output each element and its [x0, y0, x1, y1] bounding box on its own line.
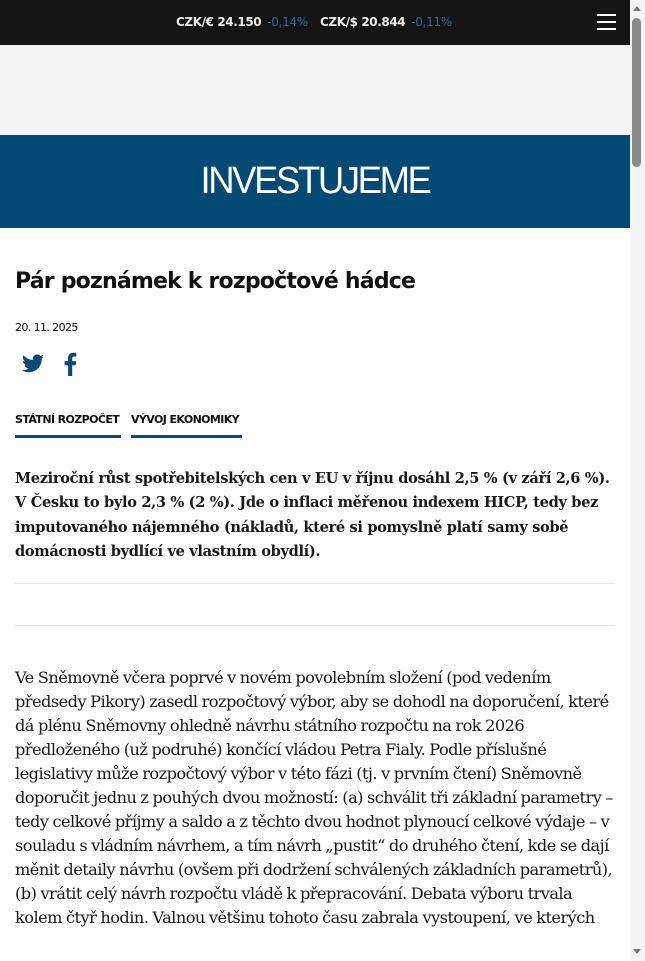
ticker-czk-eur: [176, 15, 308, 29]
site-logo[interactable]: INVESTUJEME: [200, 160, 430, 202]
ad-placeholder: [0, 45, 630, 135]
article-body-paragraph: Ve Sněmovně včera poprvé v novém povolebním složení (pod vedením předsedy Pikory) zasedl rozpočtový výbor, aby se dohodl na doporučení, které dá plénu Sněmovny ohledně návrhu státního rozpočtu na rok 2026 předloženého (už podruhé) končící vládou Petra Fialy. Podle příslušné legislativy může rozpočtový výbor v této fázi (tj. v prvním čtení) Sněmovně doporučit jednu z pouhých dvou možností: (a) schválit tři základní parametry – tedy celkové příjmy a saldo a z těchto dvou hodnot plynoucí celkové výdaje – v souladu s vládním návrhem, a tím návrh „pustit“ do druhého čtení, kde se dají měnit detaily návrhu (ovšem při dodržení schválených základních parametrů), (b) vrátit celý návrh rozpočtu vládě k přepracování. Debata výboru trvala kolem čtyř hodin. Valnou většinu tohoto času zabrala vystoupení, ve kterých: [15, 668, 613, 927]
ticker-usd-change: -0,11%: [411, 15, 452, 29]
scrollbar-thumb[interactable]: [632, 18, 641, 167]
ticker-eur-rate: CZK/€ 24.150: [176, 15, 262, 29]
currency-ticker-bar: [0, 0, 630, 45]
scroll-up-arrow-icon[interactable]: [633, 6, 641, 11]
twitter-icon: [21, 352, 45, 376]
scroll-down-arrow-icon[interactable]: [633, 949, 641, 954]
divider: [15, 583, 615, 584]
article-date: 20. 11. 2025: [15, 321, 78, 334]
hamburger-menu-icon[interactable]: [597, 13, 617, 31]
facebook-icon: [63, 352, 77, 376]
ticker-eur-change: -0,14%: [267, 15, 308, 29]
share-twitter-button[interactable]: [21, 352, 45, 376]
tag-vyvoj-ekonomiky[interactable]: VÝVOJ EKONOMIKY: [131, 413, 242, 438]
article-perex: Meziroční růst spotřebitelských cen v EU v říjnu dosáhl 2,5 % (v září 2,6 %). V Česku to bylo 2,3 % (2 %). Jde o inflaci měřenou indexem HICP, tedy bez imputovaného nájemného (nákladů, které si pomyslně platí samy sobě domácnosti bydlící ve vlastním obydlí).: [15, 470, 610, 561]
vertical-scrollbar[interactable]: [630, 0, 645, 961]
ticker-czk-usd: [320, 15, 452, 29]
divider: [15, 625, 615, 626]
tag-statni-rozpocet[interactable]: STÁTNÍ ROZPOČET: [15, 413, 121, 438]
share-facebook-button[interactable]: [63, 352, 77, 376]
article-title: Pár poznámek k rozpočtové hádce: [15, 269, 416, 294]
ticker-usd-rate: CZK/$ 20.844: [320, 15, 406, 29]
